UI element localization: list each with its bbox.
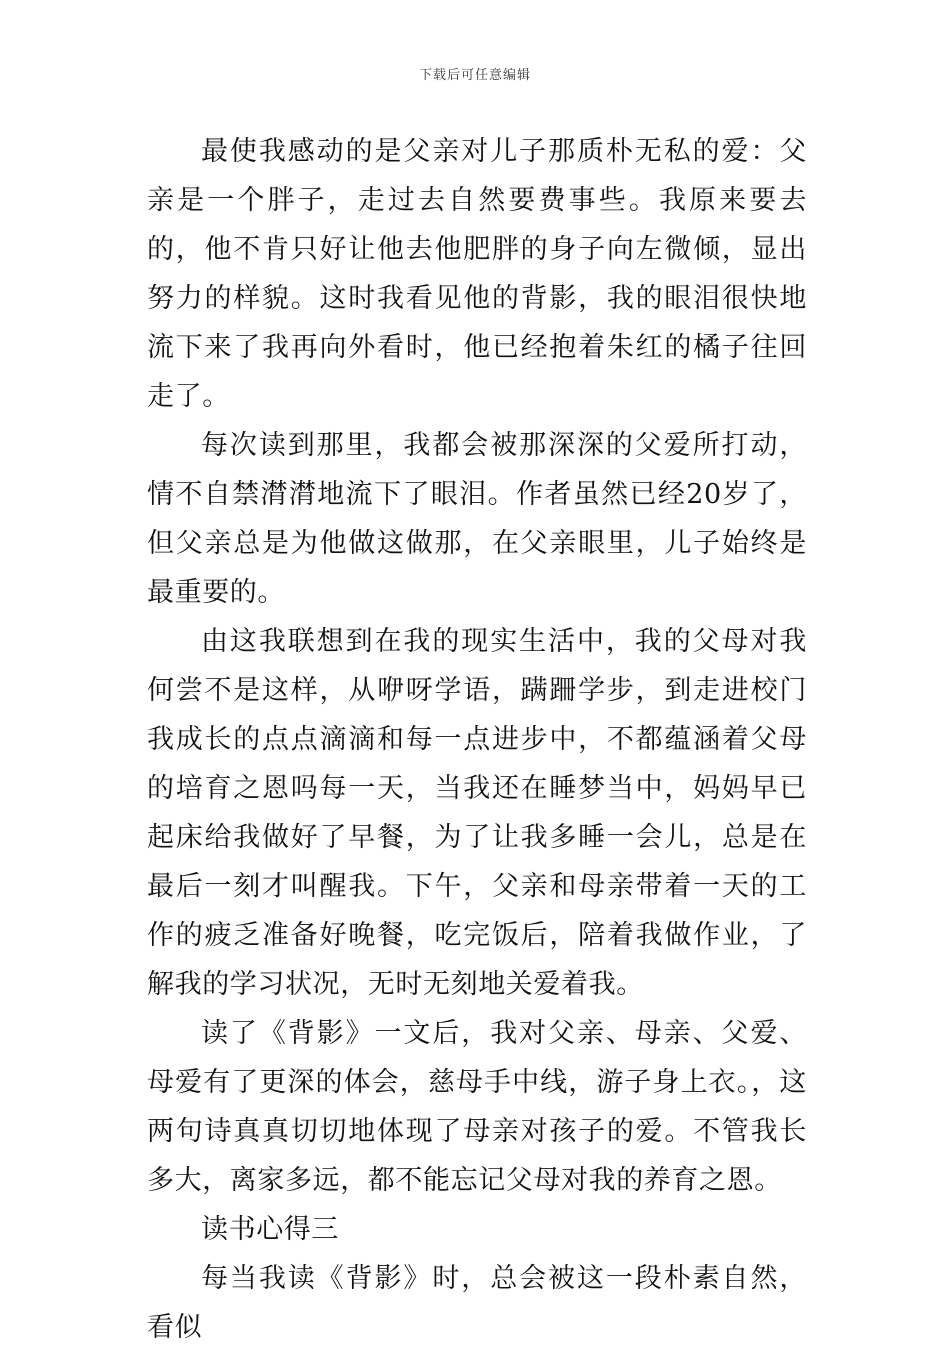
paragraph-reading-moved: 每次读到那里，我都会被那深深的父爱所打动，情不自禁潸潸地流下了眼泪。作者虽然已经20岁了，但父亲总是为他做这做那，在父亲眼里，儿子始终是最重要的。 <box>147 430 807 608</box>
paragraph-section-three-start: 每当我读《背影》时，总会被这一段朴素自然，看似 <box>147 1263 807 1343</box>
page-header-note: 下载后可任意编辑 <box>418 68 531 83</box>
paragraph-my-parents: 由这我联想到在我的现实生活中，我的父母对我何尝不是这样，从咿呀学语，蹒跚学步，到走进校门我成长的点点滴滴和每一点进步中，不都蕴涵着父母的培育之恩吗每一天，当我还在睡梦当中，妈妈早已起床给我做好了早餐，为了让我多睡一会儿，总是在最后一刻才叫醒我。下午，父亲和母亲带着一天的工作的疲乏准备好晚餐，吃完饭后，陪着我做作业，了解我的学习状况，无时无刻地关爱着我。 <box>147 626 807 1000</box>
document-body <box>147 127 807 1352</box>
paragraph-father-love: 最使我感动的是父亲对儿子那质朴无私的爱：父亲是一个胖子，走过去自然要费事些。我原来要去的，他不肯只好让他去他肥胖的身子向左微倾，显出努力的样貌。这时我看见他的背影，我的眼泪很快地流下来了我再向外看时，他已经抱着朱红的橘子往回走了。 <box>147 136 807 412</box>
paragraph-reflection: 读了《背影》一文后，我对父亲、母亲、父爱、母爱有了更深的体会，慈母手中线，游子身上衣。，这两句诗真真切切地体现了母亲对孩子的爱。不管我长多大，离家多远，都不能忘记父母对我的养育之恩。 <box>147 1018 807 1196</box>
section-heading: 读书心得三 <box>201 1214 339 1245</box>
